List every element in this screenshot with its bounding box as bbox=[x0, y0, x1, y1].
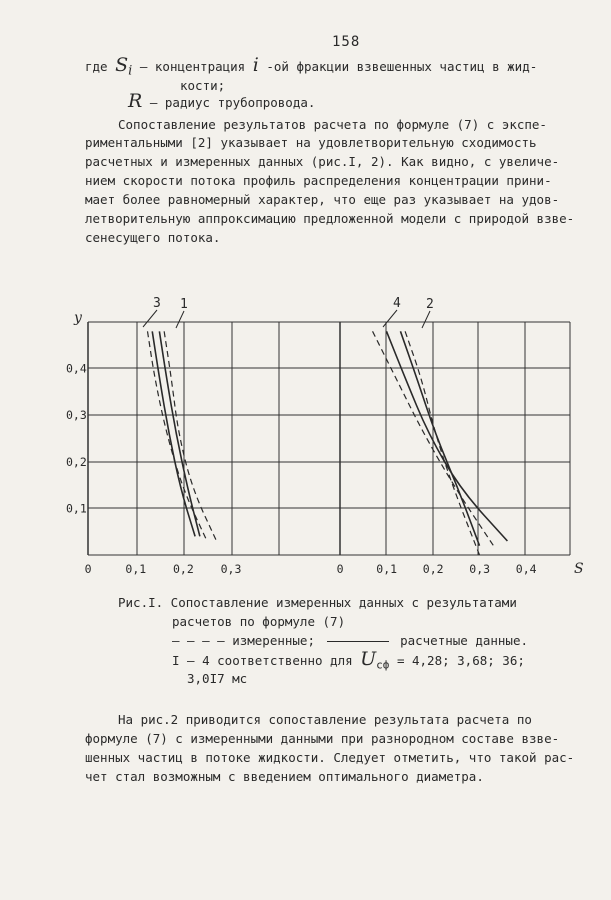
curve-label: 3 bbox=[153, 296, 161, 311]
caption-note: I – 4 соответственно для $U_{сф} = 4,28$; 3,68; 36; bbox=[172, 648, 525, 672]
caption-title: Рис.I. Сопоставление измеренных данных с результатами bbox=[118, 595, 517, 610]
x-tick-label: 0 bbox=[336, 562, 344, 576]
paragraph1-line: нием скорости потока профиль распределения концентрации прини- bbox=[85, 173, 552, 188]
paragraph1-line: риментальными [2] указывает на удовлетворительную сходимость bbox=[85, 135, 537, 150]
caption-legend bbox=[172, 633, 528, 648]
curve-label: 1 bbox=[180, 297, 188, 312]
x-axis-label: S bbox=[574, 561, 584, 577]
curve-label-leader bbox=[143, 310, 157, 327]
curve-label-leader bbox=[176, 311, 184, 328]
y-tick-label: 0,3 bbox=[66, 408, 87, 423]
x-tick-label: 0,2 bbox=[422, 562, 444, 576]
paragraph1-line: сенесущего потока. bbox=[85, 230, 221, 245]
series-curve-4 bbox=[387, 331, 508, 541]
y-tick-label: 0,2 bbox=[66, 454, 87, 469]
symbol-i: i bbox=[252, 54, 259, 76]
series-curve-3 bbox=[152, 331, 195, 536]
caption-note-cont: 3,0I7 мс bbox=[187, 671, 248, 686]
series-curve-1-exp bbox=[164, 331, 216, 541]
paragraph2-line: формуле (7) с измеренными данными при разнородном составе взве- bbox=[85, 731, 560, 746]
x-tick-label: 0,2 bbox=[173, 562, 194, 576]
x-tick-label: 0,3 bbox=[220, 562, 242, 576]
y-tick-label: 0,1 bbox=[66, 501, 87, 516]
symbol-u: U bbox=[360, 648, 377, 670]
paragraph2-line: На рис.2 приводится сопоставление результата расчета по bbox=[118, 712, 532, 727]
legend-dashed: – – – – измеренные; bbox=[172, 633, 315, 648]
symbol-s-sub: i bbox=[128, 63, 133, 79]
curve-label: 4 bbox=[393, 296, 401, 311]
paragraph2-line: чет стал возможным с введением оптимального диаметра. bbox=[85, 769, 484, 784]
paragraph1-line: расчетных и измеренных данных (рис.I, 2). Как видно, с увеличе- bbox=[85, 154, 560, 169]
symbol-r: R bbox=[128, 90, 143, 112]
page-number: 158 bbox=[332, 34, 361, 50]
x-tick-label: 0 bbox=[84, 562, 92, 576]
y-axis-label: y bbox=[74, 310, 82, 326]
curve-label-leader bbox=[383, 310, 397, 327]
x-tick-label: 0,4 bbox=[515, 562, 537, 576]
x-tick-label: 0,3 bbox=[469, 562, 491, 576]
definition-si-cont: кости; bbox=[180, 78, 226, 93]
y-tick-label: 0,4 bbox=[66, 361, 87, 376]
x-tick-label: 0,1 bbox=[376, 562, 398, 576]
paragraph1-line: мает более равномерный характер, что еще раз указывает на удов- bbox=[85, 192, 560, 207]
definition-si: где $S_i$ – концентрация i -ой фракции взвешенных частиц в жид- bbox=[85, 54, 538, 79]
symbol-u-sub: сф bbox=[376, 658, 390, 672]
paragraph1-line: Сопоставление результатов расчета по формуле (7) с экспе- bbox=[118, 117, 547, 132]
legend-solid-line bbox=[327, 641, 389, 642]
curve-label-leader bbox=[422, 311, 430, 328]
paragraph1-line: летворительную аппроксимацию предложенной модели с природой взве- bbox=[85, 211, 575, 226]
curve-label: 2 bbox=[426, 297, 434, 312]
legend-solid: расчетные данные. bbox=[400, 633, 528, 648]
series-curve-2 bbox=[400, 331, 479, 545]
definition-r: R – радиус трубопровода. bbox=[128, 90, 316, 112]
x-tick-label: 0,1 bbox=[125, 562, 147, 576]
paragraph2-line: шенных частиц в потоке жидкости. Следует отметить, что такой рас- bbox=[85, 750, 575, 765]
caption-title-cont: расчетов по формуле (7) bbox=[172, 614, 346, 629]
series-curve-2-exp bbox=[405, 331, 479, 555]
symbol-s: S bbox=[115, 54, 129, 76]
